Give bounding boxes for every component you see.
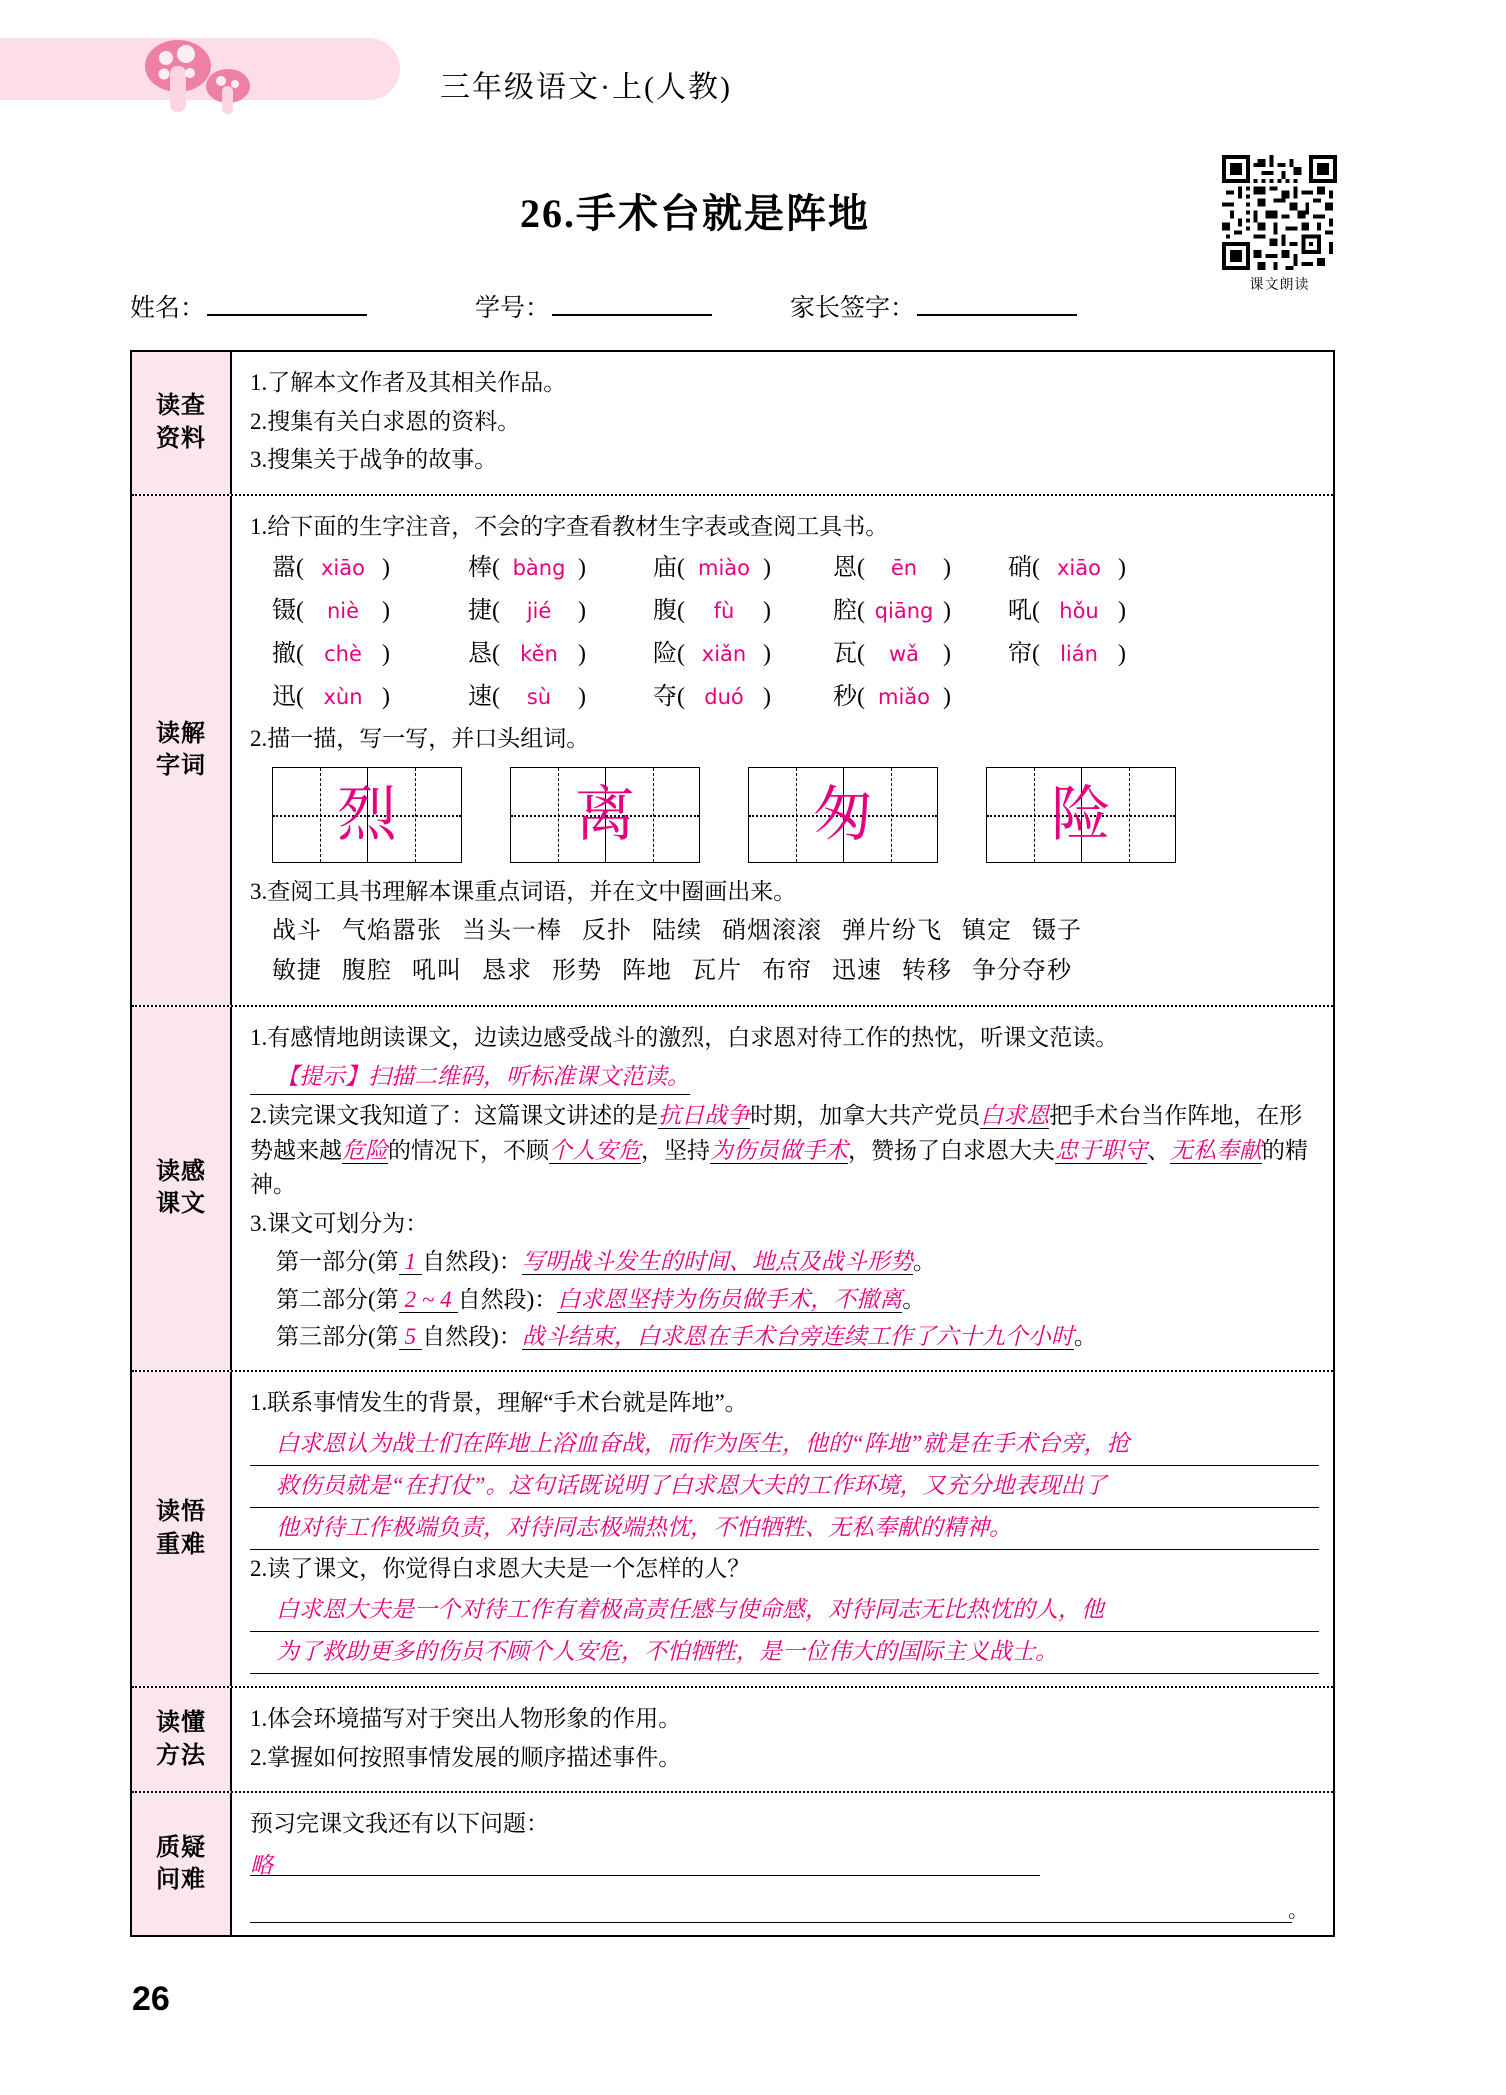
question-answer: 略: [250, 1853, 273, 1879]
pinyin-answer: xùn: [323, 685, 363, 709]
vocab-word: 敏捷: [272, 958, 322, 984]
vocab-word: 硝烟滚滚: [722, 918, 822, 944]
vocab-word: 气焰嚣张: [342, 918, 442, 944]
question-answer-line-2[interactable]: [250, 1888, 1308, 1923]
vocab-word: 形势: [552, 958, 602, 984]
parent-signature-field[interactable]: [790, 288, 1077, 324]
vocab-word: 迅速: [832, 958, 882, 984]
vocab-word: 腹腔: [342, 958, 392, 984]
pinyin-entry[interactable]: 恳 ( kěn ): [468, 636, 653, 672]
page-number: 26: [132, 1980, 170, 2018]
part-answer[interactable]: 白求恩坚持为伤员做手术，不撤离: [557, 1286, 903, 1312]
section-content-comprehension: [232, 1007, 1333, 1370]
pinyin-hanzi: 瓦: [833, 641, 857, 667]
answer-line: 救伤员就是“在打仗”。这句话既说明了白求恩大夫的工作环境，又充分地表现出了: [250, 1466, 1319, 1508]
label-line-1: 读解: [156, 719, 206, 747]
label-line-1: 读感: [156, 1157, 206, 1185]
section-label-vocabulary: [132, 496, 232, 1006]
pinyin-answer: duó: [704, 685, 744, 709]
task-2-instruction: 2.描一描，写一写，并口头组词。: [250, 726, 590, 751]
answer-line: 为了救助更多的伤员不顾个人安危，不怕牺牲，是一位伟大的国际主义战士。: [250, 1632, 1319, 1674]
paragraph-number[interactable]: 1: [399, 1249, 423, 1275]
t2-text: 把手术台当作阵地，在形势越来越: [250, 1103, 1303, 1163]
structure-part-line: [250, 1320, 1319, 1355]
answer-blank[interactable]: 个人安危: [549, 1137, 641, 1163]
task-1-instruction: 1.给下面的生字注音，不会的字查看教材生字表或查阅工具书。: [250, 513, 889, 539]
vocab-word: 吼叫: [412, 958, 462, 984]
pinyin-answer: xiāo: [1057, 556, 1101, 580]
section-label-reading-research: [132, 352, 232, 494]
pinyin-answer: qiāng: [874, 599, 934, 623]
character-practice-grids: [250, 767, 1319, 863]
pinyin-entry[interactable]: 硝 ( xiāo ): [1008, 550, 1183, 586]
label-line-1: 读查: [156, 392, 206, 420]
section-label-methods: [132, 1688, 232, 1791]
task-2-fill-in: [250, 1099, 1319, 1203]
student-id-label: 学号：: [475, 295, 551, 322]
pinyin-hanzi: 夺: [653, 684, 677, 710]
vocab-word: 镊子: [1032, 918, 1082, 944]
pinyin-entry[interactable]: 迅 ( xùn ): [272, 679, 468, 715]
question-prompt-row: [250, 1807, 1319, 1879]
section-content-key-points: [232, 1372, 1333, 1687]
t2-text: 的精神。: [250, 1137, 1308, 1197]
parent-signature-input[interactable]: [917, 292, 1077, 316]
answer-blank[interactable]: 无私奉献: [1170, 1137, 1262, 1163]
pinyin-hanzi: 秒: [833, 684, 857, 710]
vocab-word: 恳求: [482, 958, 532, 984]
pinyin-answer-grid: [250, 550, 1319, 715]
vocab-word: 争分夺秒: [972, 958, 1072, 984]
character-practice-box[interactable]: [272, 767, 462, 863]
t2-text: 时期，加拿大共产党员: [750, 1103, 981, 1128]
vocab-word: 镇定: [962, 918, 1012, 944]
task-1-instruction: 1.有感情地朗读课文，边读边感受战斗的激烈，白求恩对待工作的热忱，听课文范读。: [250, 1025, 1119, 1050]
pinyin-row: [250, 550, 1319, 586]
part-mid: 自然段)：: [422, 1249, 522, 1274]
qr-caption: 课文朗读: [1249, 278, 1310, 293]
subject-title: 三年级语文·上(人教): [440, 71, 732, 104]
character-practice-box[interactable]: [510, 767, 700, 863]
vocab-word: 反扑: [582, 918, 632, 944]
vocabulary-line: [250, 953, 1319, 989]
label-line-1: 读悟: [156, 1498, 206, 1526]
pinyin-answer: lián: [1060, 642, 1098, 666]
pinyin-entry[interactable]: 嚣 ( xiāo ): [272, 550, 468, 586]
part-answer[interactable]: 写明战斗发生的时间、地点及战斗形势: [521, 1249, 913, 1274]
label-line-2: 重难: [156, 1530, 206, 1558]
vocab-word: 当头一棒: [462, 918, 562, 944]
pinyin-entry[interactable]: 险 ( xiǎn ): [653, 636, 833, 672]
pinyin-entry[interactable]: 恩 ( ēn ): [833, 550, 1008, 586]
practice-character: 烈: [337, 781, 397, 848]
pinyin-answer: miǎo: [877, 685, 930, 709]
pinyin-entry[interactable]: 秒 ( miǎo ): [833, 679, 1008, 715]
section-row-reading-research: [132, 352, 1333, 496]
part-mid: 自然段)：: [457, 1286, 558, 1312]
section-label-comprehension: [132, 1007, 232, 1370]
pinyin-hanzi: 腔: [833, 598, 857, 624]
hint-underlined: [250, 1060, 690, 1096]
pinyin-entry[interactable]: 吼 ( hǒu ): [1008, 593, 1183, 629]
label-line-1: 读懂: [156, 1709, 206, 1737]
pinyin-answer: jié: [526, 599, 552, 623]
section-content-questions: [232, 1793, 1333, 1935]
character-practice-box[interactable]: [748, 767, 938, 863]
pinyin-entry[interactable]: 捷 ( jié ): [468, 593, 653, 629]
pinyin-hanzi: 捷: [468, 598, 492, 624]
answer-line: 白求恩认为战士们在阵地上浴血奋战，而作为医生，他的“阵地”就是在手术台旁，抢: [250, 1424, 1319, 1466]
section-content-vocabulary: [232, 496, 1333, 1006]
pinyin-answer: wǎ: [888, 642, 920, 666]
end-punctuation: 。: [1288, 1900, 1308, 1923]
student-id-input[interactable]: [552, 292, 712, 316]
pinyin-answer: hǒu: [1059, 599, 1099, 623]
section-row-key-points: [132, 1372, 1333, 1689]
list-item: 1.了解本文作者及其相关作品。: [250, 370, 567, 395]
pinyin-row: [250, 636, 1319, 672]
pinyin-hanzi: 硝: [1008, 555, 1032, 581]
hint-text: 扫描二维码，听标准课文范读。: [368, 1063, 690, 1089]
pinyin-hanzi: 帘: [1008, 641, 1032, 667]
pinyin-entry[interactable]: 瓦 ( wǎ ): [833, 636, 1008, 672]
paragraph-number[interactable]: 2 ~ 4: [399, 1287, 458, 1313]
pinyin-hanzi: 棒: [468, 555, 492, 581]
worksheet-table: [130, 350, 1335, 1937]
pinyin-entry[interactable]: 撤 ( chè ): [272, 636, 468, 672]
name-label: 姓名：: [130, 295, 206, 322]
pinyin-hanzi: 速: [468, 684, 492, 710]
pinyin-entry[interactable]: 腔 ( qiāng ): [833, 593, 1008, 629]
pinyin-hanzi: 险: [653, 641, 677, 667]
structure-part-line: [250, 1283, 1319, 1318]
answer-blank[interactable]: 抗日战争: [658, 1103, 751, 1128]
pinyin-hanzi: 嚣: [272, 555, 296, 581]
t2-text: 的情况下，不顾: [388, 1137, 549, 1163]
pinyin-answer: xiǎn: [701, 642, 747, 666]
pinyin-entry[interactable]: 庙 ( miào ): [653, 550, 833, 586]
student-id-field[interactable]: [475, 288, 712, 324]
pinyin-entry[interactable]: 速 ( sù ): [468, 679, 653, 715]
t2-text: ，赞扬了白求恩大夫: [848, 1137, 1055, 1163]
paragraph-number[interactable]: 5: [399, 1324, 423, 1350]
qr-code[interactable]: [1222, 155, 1337, 270]
pinyin-hanzi: 吼: [1008, 598, 1032, 624]
section-row-vocabulary: [132, 496, 1333, 1008]
section-row-questions: [132, 1793, 1333, 1935]
list-item: 3.搜集关于战争的故事。: [250, 447, 498, 472]
practice-character: 离: [575, 781, 635, 848]
task-1-answer[interactable]: [250, 1424, 1319, 1550]
character-practice-box[interactable]: [986, 767, 1176, 863]
t2-text: 、: [1147, 1137, 1170, 1163]
pinyin-answer: kěn: [520, 642, 558, 666]
structure-part-line: [250, 1245, 1319, 1280]
t2-prefix: 2.读完课文我知道了：这篇课文讲述的是: [250, 1103, 659, 1128]
t2-text: ，坚持: [641, 1137, 710, 1163]
list-item: 1.体会环境描写对于突出人物形象的作用。: [250, 1706, 682, 1732]
pinyin-answer: niè: [326, 599, 360, 623]
label-line-2: 问难: [156, 1866, 206, 1894]
pinyin-answer: ēn: [890, 556, 918, 580]
part-prefix: 第二部分(第: [276, 1286, 399, 1312]
practice-character: 险: [1051, 781, 1111, 848]
section-label-questions: [132, 1793, 232, 1935]
part-suffix: 。: [902, 1286, 926, 1312]
answer-line: 他对待工作极端负责，对待同志极端热忱，不怕牺牲、无私奉献的精神。: [250, 1508, 1319, 1550]
label-line-2: 字词: [156, 752, 206, 780]
part-suffix: 。: [912, 1249, 936, 1274]
section-row-methods: [132, 1688, 1333, 1793]
label-line-1: 质疑: [156, 1833, 206, 1861]
practice-character: 匆: [813, 781, 873, 848]
pinyin-row: [250, 679, 1319, 715]
task-2-question: 2.读了课文，你觉得白求恩大夫是一个怎样的人？: [250, 1555, 751, 1581]
task-1-question: 1.联系事情发生的背景，理解“手术台就是阵地”。: [250, 1389, 748, 1415]
pinyin-entry[interactable]: 棒 ( bàng ): [468, 550, 653, 586]
answer-blank[interactable]: 为伤员做手术: [710, 1137, 848, 1163]
pinyin-answer: miào: [697, 556, 750, 580]
pinyin-hanzi: 恳: [468, 641, 492, 667]
pinyin-hanzi: 腹: [653, 598, 677, 624]
student-info-row: [130, 288, 1340, 328]
part-prefix: 第三部分(第: [276, 1324, 399, 1349]
section-content-reading-research: [232, 352, 1333, 494]
pinyin-hanzi: 镊: [272, 598, 296, 624]
vocab-word: 阵地: [622, 958, 672, 984]
answer-blank[interactable]: 白求恩: [980, 1103, 1050, 1128]
answer-line: 白求恩大夫是一个对待工作有着极高责任感与使命感，对待同志无比热忱的人，他: [250, 1590, 1319, 1632]
task-3-instruction: 3.查阅工具书理解本课重点词语，并在文中圈画出来。: [250, 878, 797, 904]
page-title: 26.手术台就是阵地: [520, 191, 870, 236]
mushroom-logo: [140, 28, 420, 118]
part-mid: 自然段)：: [422, 1324, 522, 1349]
pinyin-answer: sù: [526, 685, 552, 709]
vocab-word: 陆续: [652, 918, 702, 944]
label-line-2: 课文: [156, 1190, 206, 1218]
pinyin-answer: fù: [713, 599, 735, 623]
pinyin-entry[interactable]: 帘 ( lián ): [1008, 636, 1183, 672]
label-line-2: 方法: [156, 1741, 206, 1769]
pinyin-answer: chè: [324, 642, 362, 666]
section-row-comprehension: [132, 1007, 1333, 1372]
pinyin-entry[interactable]: 腹 ( fù ): [653, 593, 833, 629]
pinyin-entry[interactable]: 夺 ( duó ): [653, 679, 833, 715]
pinyin-entry[interactable]: 镊 ( niè ): [272, 593, 468, 629]
label-line-2: 资料: [156, 424, 206, 452]
part-answer[interactable]: 战斗结束，白求恩在手术台旁连续工作了六十九个小时: [521, 1324, 1074, 1349]
pinyin-hanzi: 撤: [272, 641, 296, 667]
question-answer-line[interactable]: [250, 1849, 1040, 1879]
vocab-word: 布帘: [762, 958, 812, 984]
part-prefix: 第一部分(第: [276, 1249, 399, 1274]
hint-tag: 【提示】: [276, 1063, 368, 1089]
pinyin-hanzi: 庙: [653, 555, 677, 581]
pinyin-hanzi: 恩: [833, 555, 857, 581]
answer-blank[interactable]: 忠于职守: [1055, 1137, 1147, 1163]
task-1-hint: [250, 1060, 1319, 1096]
pinyin-answer: bàng: [512, 556, 566, 580]
section-content-methods: [232, 1688, 1333, 1791]
vocab-word: 转移: [902, 958, 952, 984]
list-item: 2.掌握如何按照事情发展的顺序描述事件。: [250, 1744, 682, 1770]
task-3-instruction: 3.课文可划分为：: [250, 1210, 429, 1236]
list-item: 2.搜集有关白求恩的资料。: [250, 408, 521, 434]
question-prompt: 预习完课文我还有以下问题：: [250, 1811, 549, 1837]
pinyin-answer: xiāo: [321, 556, 365, 580]
name-field[interactable]: [130, 288, 367, 324]
vocab-word: 弹片纷飞: [842, 918, 942, 944]
vocab-word: 战斗: [272, 918, 322, 944]
vocab-word: 瓦片: [692, 958, 742, 984]
vocabulary-line: [250, 913, 1319, 949]
task-2-answer[interactable]: [250, 1590, 1319, 1674]
part-suffix: 。: [1073, 1324, 1097, 1349]
answer-blank[interactable]: 危险: [342, 1137, 388, 1163]
parent-signature-label: 家长签字：: [790, 295, 916, 322]
name-input[interactable]: [207, 292, 367, 316]
pinyin-row: [250, 593, 1319, 629]
pinyin-hanzi: 迅: [272, 684, 296, 710]
section-label-key-points: [132, 1372, 232, 1687]
